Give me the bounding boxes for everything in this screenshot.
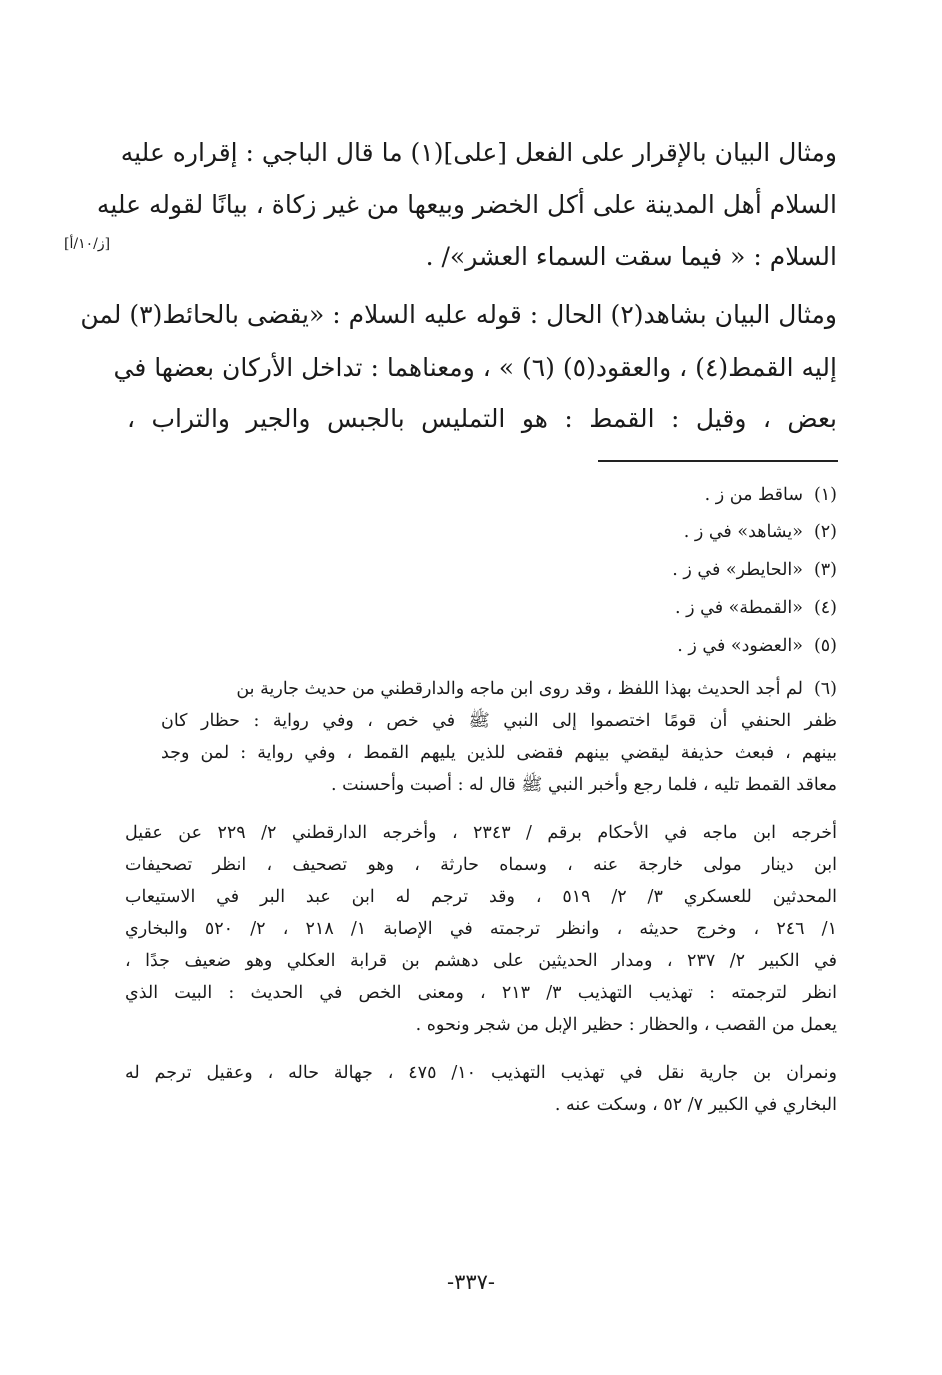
- footnote-line: البخاري في الكبير ٧/ ٥٢ ، وسكت عنه .: [554, 1095, 837, 1115]
- page-number: -٣٣٧-: [446, 1270, 496, 1294]
- footnote-item: (٢)«يشاهد» في ز .: [683, 522, 837, 542]
- footnote-separator: [598, 460, 838, 462]
- footnote-line: أخرجه ابن ماجه في الأحكام برقم / ٢٣٤٣ ، وأخرجه الدارقطني ٢/ ٢٢٩ عن عقيل: [125, 823, 837, 843]
- footnote-line: ابن دينار مولى خارجة عنه ، وسماه حارثة ، وهو تصحيف ، انظر تصحيفات: [125, 855, 837, 875]
- footnote-line: ظفر الحنفي أن قومًا اختصموا إلى النبي ﷺ في خص ، وفي رواية : حظار كان: [161, 711, 837, 731]
- footnote-item: (٣)«الحايطر» في ز .: [672, 560, 837, 580]
- footnote-item: (٦)لم أجد الحديث بهذا اللفظ ، وقد روى ابن ماجه والدارقطني من حديث جارية بن: [236, 679, 837, 699]
- footnote-line: بينهم ، فبعث حذيفة ليقضي بينهم فقضى للذين يليهم القمط ، وفي رواية : لمن وجد: [161, 743, 837, 763]
- main-text-line: ومثال البيان بالإقرار على الفعل [على](١) ما قال الباجي : إقراره عليه: [120, 138, 837, 167]
- footnote-item: (٥)«العضود» في ز .: [677, 636, 837, 656]
- main-text-line: السلام : « فيما سقت السماء العشر»/ .: [425, 242, 837, 271]
- main-text-line: السلام أهل المدينة على أكل الخضر وبيعها من غير زكاة ، بيانًا لقوله عليه: [96, 190, 837, 219]
- footnote-line: يعمل من القصب ، والحظار : حظير الإبل من شجر ونحوه .: [415, 1015, 837, 1035]
- footnote-line: المحدثين للعسكري ٣/ ٢/ ٥١٩ ، وقد ترجم له ابن عبد البر في الاستيعاب: [125, 887, 837, 907]
- footnote-item: (١)ساقط من ز .: [704, 485, 837, 505]
- main-text-line: إليه القمط(٤) ، والعقود(٥) (٦) » ، ومعناهما : تداخل الأركان بعضها في: [113, 353, 837, 382]
- main-text-line: بعض ، وقيل : القمط : هو التمليس بالجبس والجير والتراب ،: [127, 404, 837, 433]
- footnote-line: معاقد القمط تليه ، فلما رجع وأخبر النبي ﷺ قال له : أصبت وأحسنت .: [330, 775, 837, 795]
- main-text-line: ومثال البيان بشاهد(٢) الحال : قوله عليه السلام : «يقضى بالحائط(٣) لمن: [80, 300, 837, 329]
- footnote-item: (٤)«القمطة» في ز .: [675, 598, 837, 618]
- footnote-line: ونمران بن جارية نقل في تهذيب التهذيب ١٠/ ٤٧٥ ، جهالة حاله ، وعقيل ترجم له: [125, 1063, 837, 1083]
- footnote-line: ١/ ٢٤٦ ، وخرج حديثه ، وانظر ترجمته في الإصابة ١/ ٢١٨ ، ٢/ ٥٢٠ والبخاري: [125, 919, 837, 939]
- footnote-line: انظر لترجمته : تهذيب التهذيب ٣/ ٢١٣ ، ومعنى الخص في الحديث : البيت الذي: [125, 983, 837, 1003]
- footnote-line: في الكبير ٢/ ٢٣٧ ، ومدار الحديثين على دهشم بن قرابة العكلي وهو ضعيف جدًا ،: [125, 951, 837, 971]
- manuscript-reference: [ز/١٠/أ]: [64, 236, 111, 252]
